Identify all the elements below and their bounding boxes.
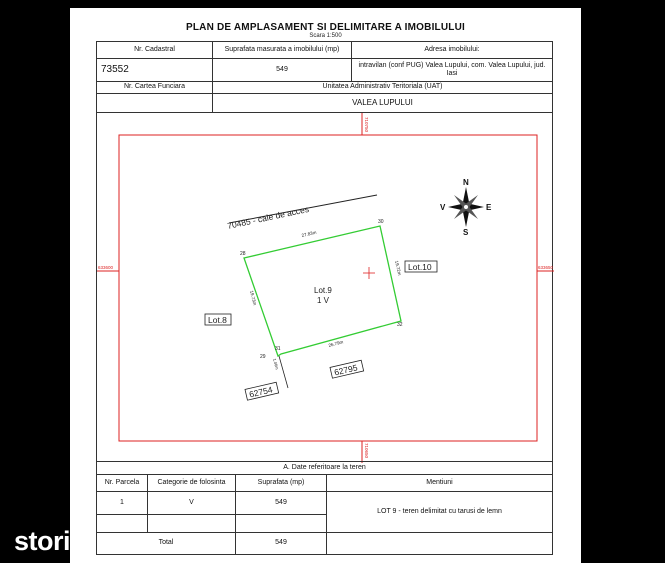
land-book-label: Nr. Cartea Funciara <box>96 81 213 94</box>
lot-use: 1 V <box>317 296 330 305</box>
header-parcela: Nr. Parcela <box>96 474 148 492</box>
point-29: 29 <box>260 354 266 360</box>
total-mentiuni <box>326 532 553 555</box>
access-road-label: 70485 - cale de acces <box>226 203 310 231</box>
neighbor-left: Lot.8 <box>208 315 227 325</box>
plan-scale: Scara 1:500 <box>309 33 342 39</box>
lot-label: Lot.9 <box>314 286 332 295</box>
cadastral-number: 73552 <box>96 58 213 82</box>
row-suprafata: 549 <box>235 491 327 515</box>
point-30: 30 <box>378 219 384 225</box>
header-cadastral: Nr. Cadastral <box>96 41 213 59</box>
neighbor-right-box <box>405 261 437 272</box>
row-categorie: V <box>147 491 236 515</box>
measured-area: 549 <box>212 58 352 82</box>
row-empty-1 <box>96 514 148 533</box>
address-value: intravilan (conf PUG) Valea Lupului, com. Valea Lupului, jud. Iasi <box>351 58 553 82</box>
plan-title: PLAN DE AMPLASAMENT SI DELIMITARE A IMOBILULUI <box>185 22 465 33</box>
coord-bottom: 710650 <box>364 443 369 459</box>
row-empty-3 <box>235 514 327 533</box>
compass-icon <box>440 178 492 237</box>
compass-n: N <box>463 178 469 187</box>
neighbor-bottom: 62795 <box>333 362 359 378</box>
neighbor-right: Lot.10 <box>408 262 432 272</box>
neighbor-bottom-box <box>330 360 364 378</box>
header-suprafata: Suprafata (mp) <box>235 474 327 492</box>
header-mentiuni: Mentiuni <box>326 474 553 492</box>
total-value: 549 <box>235 532 327 555</box>
neighbor-left-box <box>205 314 231 325</box>
uat-value: VALEA LUPULUI <box>212 93 553 113</box>
coord-top: 710750 <box>364 117 369 133</box>
neighbor-bottom-left: 62754 <box>248 384 274 400</box>
point-31: 31 <box>275 346 281 352</box>
cadastral-sheet <box>70 8 581 563</box>
coord-right: 633650 <box>538 265 554 270</box>
row-parcela: 1 <box>96 491 148 515</box>
header-address: Adresa imobilului: <box>351 41 553 59</box>
header-area: Suprafata masurata a imobilului (mp) <box>212 41 352 59</box>
coord-left: 633600 <box>98 265 114 270</box>
dim-short: 1.06m <box>272 357 280 371</box>
storia-watermark: storia <box>14 526 85 556</box>
dim-west: 19.73m <box>249 290 258 306</box>
row-empty-2 <box>147 514 236 533</box>
neighbor-bottom-left-box <box>245 382 279 400</box>
site-plan-svg <box>97 113 554 463</box>
point-32: 32 <box>397 322 403 328</box>
compass-e: E <box>486 203 492 212</box>
header-categorie: Categorie de folosinta <box>147 474 236 492</box>
row-mentiuni: LOT 9 - teren delimitat cu tarusi de lemn <box>326 491 553 533</box>
compass-s: S <box>463 228 469 237</box>
land-book-value <box>96 93 213 113</box>
dim-north: 27.83m <box>301 229 317 238</box>
dim-south: 26.79m <box>327 339 344 348</box>
compass-v: V <box>440 203 446 212</box>
uat-label: Unitatea Administrativ Teritoriala (UAT) <box>212 81 553 94</box>
total-label: Total <box>96 532 236 555</box>
point-28: 28 <box>240 251 246 257</box>
dim-east: 19.72m <box>394 260 403 276</box>
neighbor-boundary <box>279 356 288 388</box>
site-plan-drawing <box>96 112 553 462</box>
land-section-title: A. Date referitoare la teren <box>96 461 553 475</box>
